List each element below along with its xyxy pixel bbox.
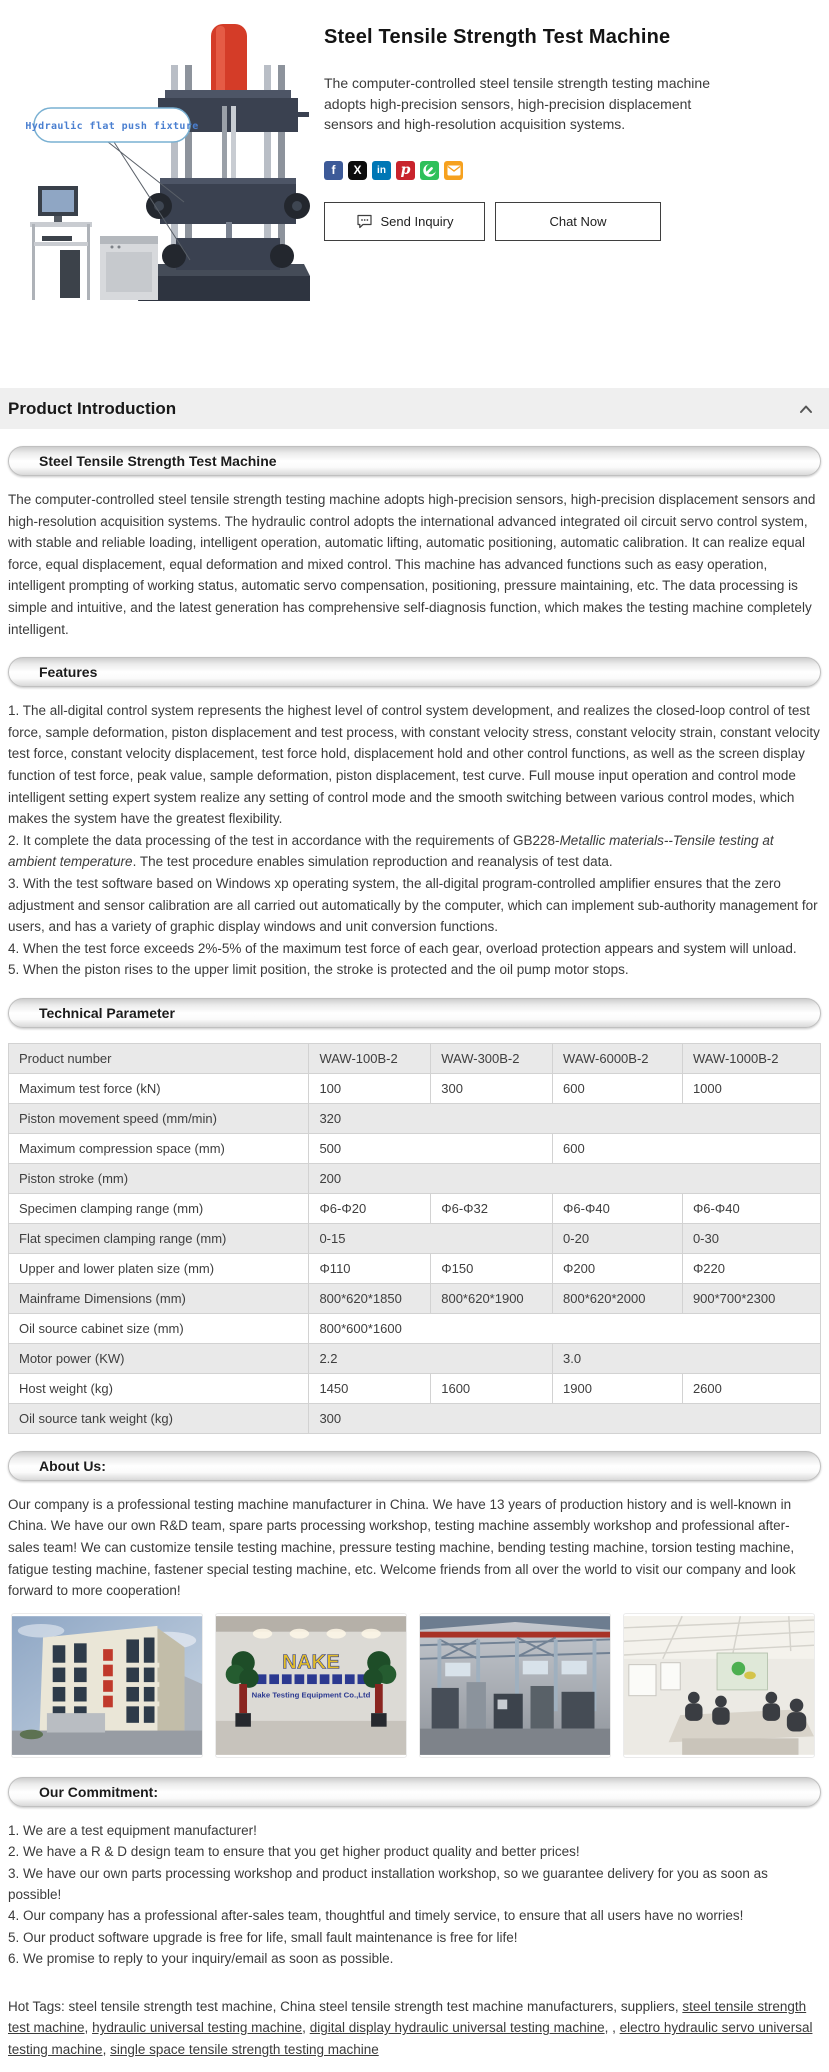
technical-heading: Technical Parameter (39, 1004, 175, 1021)
table-row: Maximum compression space (mm) 500 600 (9, 1133, 821, 1163)
hot-tags-separator: , (302, 2020, 310, 2036)
feature-item-italic: Metallic materials--Tensile testing at ambient temperature (8, 832, 774, 870)
commitment-item: 2. We have a R & D design team to ensure that you get higher product quality and better prices! (8, 1844, 580, 1860)
send-inquiry-label: Send Inquiry (380, 213, 454, 229)
hot-tag-link[interactable]: electro hydraulic servo universal testing machine (8, 2020, 813, 2057)
intro-heading: Steel Tensile Strength Test Machine (39, 453, 277, 469)
product-introduction-accordion[interactable] (0, 388, 829, 429)
lobby-brand-text: NAKE (282, 1651, 340, 1674)
commitment-list (8, 1820, 821, 1970)
accordion-title: Product Introduction (8, 398, 177, 418)
features-heading-pill (8, 657, 821, 687)
product-top-section (0, 0, 829, 388)
hot-tags-separator: , (84, 2020, 93, 2036)
phone-in-circle-icon (422, 163, 437, 178)
social-share-row (324, 161, 821, 180)
feature-item (8, 830, 821, 873)
cta-row (324, 202, 821, 241)
table-row: Piston movement speed (mm/min) 320 (9, 1103, 821, 1133)
product-introduction-content (0, 446, 829, 2060)
commitment-item: 5. Our product software upgrade is free for life, small fault maintenance is free for life! (8, 1929, 518, 1945)
about-paragraph: Our company is a professional testing machine manufacturer in China. We have 13 years of production history and is well-known in China. We have our own R&D team, spare parts processing workshop, testing machine assembly workshop and professional after-sales team! We can customize tensile testing machine, pressure testing machine, bending testing machine, torsion testing machine, fatigue testing machine, fastener special testing machine, etc. Welcome friends from all over the world to visit our company and look forward to more cooperation! (8, 1496, 796, 1599)
commitment-item: 6. We promise to reply to your inquiry/email as soon as possible. (8, 1951, 394, 1967)
feature-item-text: . The test procedure enables simulation reproduction and reanalysis of test data. (132, 854, 613, 870)
linkedin-icon[interactable]: in (372, 161, 391, 180)
table-row: Flat specimen clamping range (mm) 0-15 0-20 0-30 (9, 1223, 821, 1253)
feature-item: 3. With the test software based on Windows xp operating system, the all-digital program-controlled amplifier ensures that the zero adjustment and sensor calibration are all carried out automatically by the computer, which can implement sub-authority management for users, and has a variety of graphic display windows and unit conversion functions. (8, 875, 818, 935)
features-list (8, 700, 821, 981)
commitment-item: 4. Our company has a professional after-sales team, thoughtful and timely service, to ensure that all users have no worries! (8, 1908, 744, 1924)
intro-heading-pill (8, 446, 821, 476)
factory-workshop-photo (420, 1614, 610, 1757)
company-lobby-photo (216, 1614, 406, 1757)
table-row: Product number WAW-100B-2 WAW-300B-2 WAW-6000B-2 WAW-1000B-2 (9, 1043, 821, 1073)
table-row: Oil source cabinet size (mm) 800*600*1600 (9, 1313, 821, 1343)
page-title: Steel Tensile Strength Test Machine (324, 26, 671, 48)
table-row: Maximum test force (kN) 100 300 600 1000 (9, 1073, 821, 1103)
send-inquiry-button[interactable] (324, 202, 485, 241)
feature-item: 5. When the piston rises to the upper limit position, the stroke is protected and the oil pump motor stops. (8, 962, 629, 978)
commitment-item: 1. We are a test equipment manufacturer! (8, 1822, 257, 1838)
table-row: Oil source tank weight (kg) 300 (9, 1403, 821, 1433)
hot-tag-link[interactable]: hydraulic universal testing machine (92, 2020, 303, 2036)
about-heading: About Us: (39, 1457, 106, 1474)
hot-tags-separator: , , (604, 2020, 620, 2036)
intro-paragraph: The computer-controlled steel tensile strength testing machine adopts high-precision sensors, high-precision displacement sensors and high-resolution acquisition systems. The hydraulic control adopts the international advanced integrated oil circuit servo control system, with stable and reliable loading, intelligent operation, automatic lifting, automatic positioning, automatic calibration. It can realize equal force, equal displacement, equal deformation and mixed control. This machine has advanced functions such as easy operation, intelligent prompting of working status, automatic servo compensation, positioning, pressure maintaining, etc. The data processing is simple and intuitive, and the latest generation has comprehensive self-diagnosis function, which makes the testing machine completely intelligent. (8, 492, 816, 637)
table-row: Upper and lower platen size (mm) Φ110 Φ150 Φ200 Φ220 (9, 1253, 821, 1283)
envelope-icon (447, 165, 461, 176)
table-row: Specimen clamping range (mm) Φ6-Φ20 Φ6-Φ32 Φ6-Φ40 Φ6-Φ40 (9, 1193, 821, 1223)
email-icon[interactable] (444, 161, 463, 180)
meeting-room-photo (624, 1614, 814, 1757)
x-twitter-icon[interactable]: X (348, 161, 367, 180)
table-row: Mainframe Dimensions (mm) 800*620*1850 800*620*1900 800*620*2000 900*700*2300 (9, 1283, 821, 1313)
company-photo-gallery (12, 1614, 821, 1757)
table-row: Piston stroke (mm) 200 (9, 1163, 821, 1193)
product-summary: The computer-controlled steel tensile strength testing machine adopts high-precision sensors, high-precision displacement sensors and high-resolution acquisition systems. (324, 75, 710, 132)
lobby-caption-text: Nake Testing Equipment Co.,Ltd (251, 1690, 371, 1700)
table-row: Motor power (KW) 2.2 3.0 (9, 1343, 821, 1373)
hot-tag-link[interactable]: single space tensile strength testing machine (110, 2041, 379, 2057)
commitment-item: 3. We have our own parts processing workshop and product installation workshop, so we guarantee delivery for you as soon as possible! (8, 1865, 768, 1903)
hot-tag-link[interactable]: steel tensile strength test machine (8, 1998, 807, 2036)
feature-item: 4. When the test force exceeds 2%-5% of the maximum test force of each gear, overload protection appears and system will unload. (8, 940, 797, 956)
chat-bubble-icon (356, 213, 373, 229)
product-info (324, 10, 821, 241)
hot-tags-prefix: Hot Tags: steel tensile strength test machine, China steel tensile strength test machine manufacturers, suppliers, (8, 1998, 683, 2014)
hot-tags (8, 1996, 821, 2061)
facebook-icon[interactable]: f (324, 161, 343, 180)
hot-tags-separator: , (102, 2041, 111, 2057)
technical-heading-pill (8, 998, 821, 1028)
hot-tag-link[interactable]: digital display hydraulic universal testing machine (309, 2020, 605, 2036)
technical-parameter-table (8, 1043, 821, 1434)
chat-now-button[interactable] (495, 202, 661, 241)
features-heading: Features (39, 664, 98, 681)
feature-item-text: 2. It complete the data processing of the test in accordance with the requirements of GB228- (8, 832, 560, 848)
whatsapp-icon[interactable] (420, 161, 439, 180)
image-callout (25, 108, 198, 142)
commitment-heading: Our Commitment: (39, 1783, 158, 1800)
table-row: Host weight (kg) 1450 1600 1900 2600 (9, 1373, 821, 1403)
about-heading-pill (8, 1451, 821, 1481)
chevron-up-icon[interactable] (799, 404, 813, 414)
product-photo (8, 10, 310, 302)
commitment-heading-pill (8, 1777, 821, 1807)
chat-now-label: Chat Now (549, 213, 607, 229)
pinterest-icon[interactable]: p (396, 161, 415, 180)
office-building-photo (12, 1614, 202, 1757)
testing-machine-image (8, 10, 310, 302)
callout-label: Hydraulic flat push fixture (25, 121, 199, 132)
feature-item: 1. The all-digital control system represents the highest level of control system development, and realizes the closed-loop control of test force, sample deformation, piston displacement and test process, with constant velocity stress, constant velocity strain, constant velocity test force, constant velocity displacement, test force hold, displacement hold and other control functions, as well as the screen display function of test force, peak value, sample deformation, piston displacement, test curve. Full mouse input operation and control mode intelligent setting expert system realize any setting of control mode and the smooth switching between various control modes, which makes the system have the greatest flexibility. (8, 703, 820, 827)
